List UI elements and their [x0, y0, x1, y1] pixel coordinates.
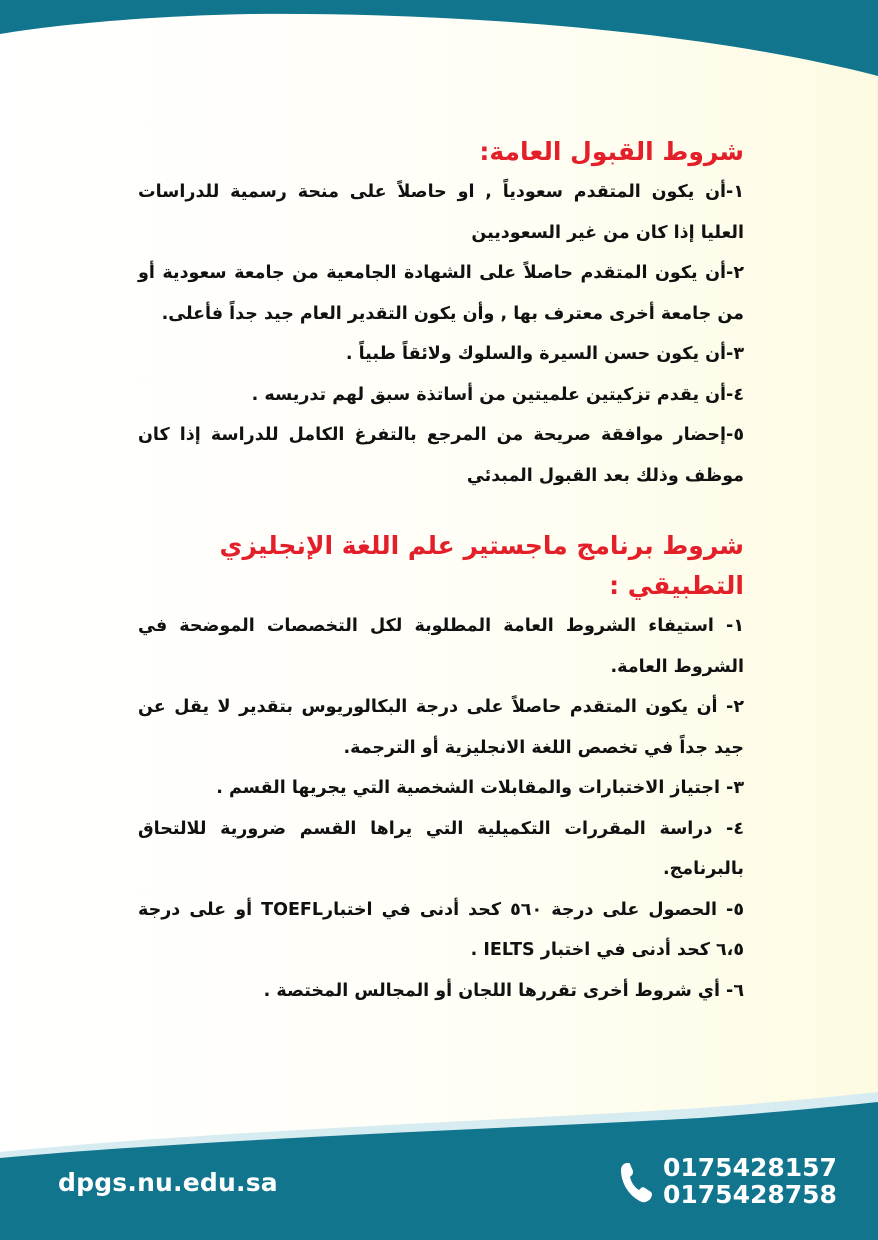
program-condition-3: ٣- اجتياز الاختبارات والمقابلات الشخصية التي يجريها القسم . [216, 778, 744, 798]
phone-icon [618, 1160, 654, 1204]
program-condition-6: ٦- أي شروط أخرى تقررها اللجان أو المجالس المختصة . [263, 980, 744, 1001]
top-wave-decoration [0, 0, 878, 90]
general-condition-5: ٥-إحضار موافقة صريحة من المرجع بالتفرغ الكامل للدراسة إذا كان موظف وذلك بعد القبول المبدئي [138, 425, 744, 486]
program-condition-1: ١- استيفاء الشروط العامة المطلوبة لكل التخصصات الموضحة في الشروط العامة. [138, 616, 744, 677]
general-condition-1: ١-أن يكون المتقدم سعودياً , او حاصلاً على منحة رسمية للدراسات العليا إذا كان من غير السعوديين [138, 182, 744, 243]
phone-number-2[interactable]: 0175428758 [663, 1180, 837, 1209]
general-condition-3: ٣-أن يكون حسن السيرة والسلوك ولائقاً طبياً . [345, 344, 744, 364]
general-condition-2: ٢-أن يكون المتقدم حاصلاً على الشهادة الجامعية من جامعة سعودية أو من جامعة أخرى معترف بها , وأن يكون التقدير العام جيد جداً فأعلى. [138, 263, 744, 324]
phone-number-1[interactable]: 0175428157 [663, 1153, 837, 1182]
program-condition-2: ٢- أن يكون المتقدم حاصلاً على درجة البكالوريوس بتقدير لا يقل عن جيد جداً في تخصص اللغة الانجليزية أو الترجمة. [138, 697, 744, 758]
general-conditions-heading: شروط القبول العامة: [479, 137, 744, 166]
conditions-content [138, 132, 744, 1011]
general-condition-4: ٤-أن يقدم تزكيتين علميتين من أساتذة سبق لهم تدريسه . [251, 384, 744, 405]
program-conditions-heading: شروط برنامج ماجستير علم اللغة الإنجليزي التطبيقي : [219, 531, 744, 600]
program-condition-5: ٥- الحصول على درجة ٥٦٠ كحد أدنى في اختبارTOEFL أو على درجة ٦،٥ كحد أدنى في اختبار IELTS . [138, 899, 744, 960]
website-link[interactable]: dpgs.nu.edu.sa [58, 1168, 278, 1197]
program-condition-4: ٤- دراسة المقررات التكميلية التي يراها القسم ضرورية للالتحاق بالبرنامج. [138, 818, 744, 879]
phone-numbers [663, 1154, 837, 1208]
